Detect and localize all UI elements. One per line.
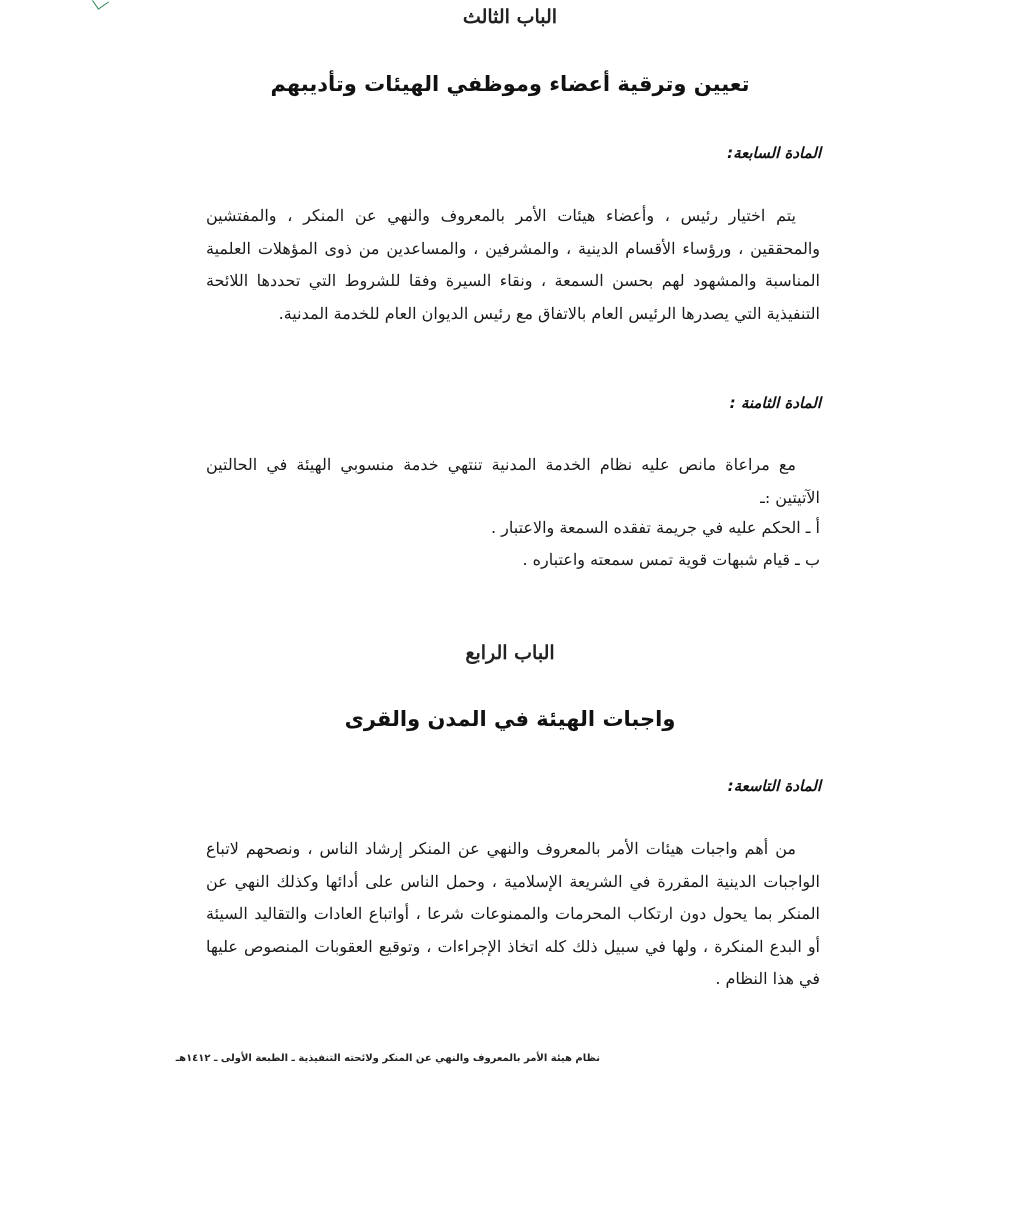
article-eight-text — [206, 449, 820, 514]
article-eight-heading: المادة الثامنة : — [729, 394, 821, 412]
article-eight-body: مع مراعاة مانص عليه نظام الخدمة المدنية تنتهي خدمة منسوبي الهيئة في الحالتين الآتيتين :ـ — [206, 455, 820, 507]
article-nine-heading: المادة التاسعة: — [727, 777, 821, 795]
corner-mark — [92, 0, 109, 10]
part-three-title: تعيين وترقية أعضاء وموظفي الهيئات وتأديبهم — [270, 72, 750, 96]
part-four-heading: الباب الرابع — [465, 642, 555, 664]
article-eight-item-a: أ ـ الحكم عليه في جريمة تفقده السمعة والاعتبار . — [490, 518, 820, 537]
part-three-heading: الباب الثالث — [462, 6, 558, 28]
article-eight-item-b: ب ـ قيام شبهات قوية تمس سمعته واعتباره . — [522, 550, 820, 569]
article-seven-heading: المادة السابعة: — [727, 144, 821, 162]
footer-note: نظام هيئة الأمر بالمعروف والنهي عن المنكر ولائحته التنفيذية ـ الطبعة الأولى ـ ١٤١٢هـ — [175, 1053, 600, 1064]
article-nine-body: من أهم واجبات هيئات الأمر بالمعروف والنهي عن المنكر إرشاد الناس ، ونصحهم لاتباع الواجبات الدينية المقررة في الشريعة الإسلامية ، وحمل الناس على أدائها وكذلك النهي عن المنكر بما يحول دون ارتكاب المحرمات والممنوعات شرعا ، أواتباع العادات والتقاليد السيئة أو البدع المنكرة ، ولها في سبيل ذلك كله اتخاذ الإجراءات ، وتوقيع العقوبات المنصوص عليها في هذا النظام . — [206, 839, 820, 988]
part-four-title: واجبات الهيئة في المدن والقرى — [344, 707, 676, 731]
article-seven-text — [206, 200, 820, 330]
article-nine-text — [206, 833, 820, 996]
article-seven-body: يتم اختيار رئيس ، وأعضاء هيئات الأمر بالمعروف والنهي عن المنكر ، والمفتشين والمحققين ، ورؤساء الأقسام الدينية ، والمشرفين ، والمساعدين من ذوى المؤهلات العلمية المناسبة والمشهود لهم بحسن السمعة ، ونقاء السيرة وفقا للشروط التي تحددها اللائحة التنفيذية التي يصدرها الرئيس العام بالاتفاق مع رئيس الديوان العام للخدمة المدنية. — [206, 206, 820, 323]
